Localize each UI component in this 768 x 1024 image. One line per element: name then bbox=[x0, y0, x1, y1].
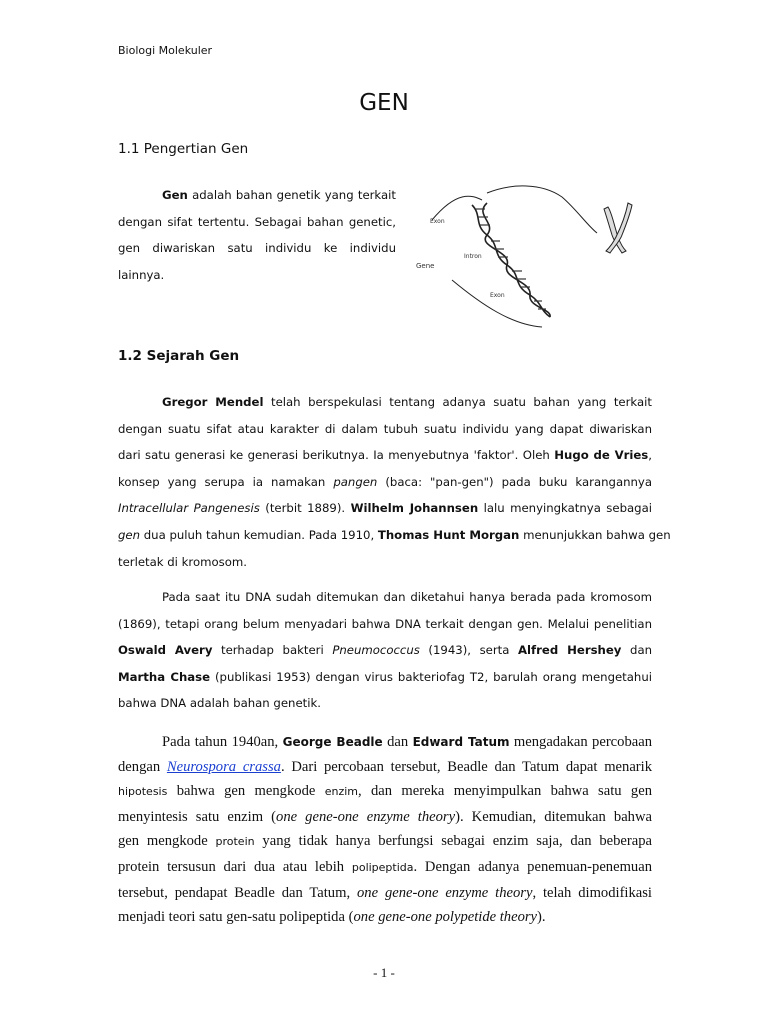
paragraph-definition: Gen adalah bahan genetik yang terkait dengan sifat tertentu. Sebagai bahan genetic, gen diwariskan satu individu ke individu lainnya. bbox=[118, 188, 396, 282]
link-neurospora-crassa[interactable]: Neurospora crassa bbox=[166, 758, 281, 775]
paragraph-history-2: Pada saat itu DNA sudah ditemukan dan diketahui hanya berada pada kromosom (1869), tetapi orang belum menyadari bahwa DNA terkait dengan gen. Melalui penelitian Oswald Avery terhadap bakteri Pneumococcus (1943), serta Alfred Hershey dan Martha Chase (publikasi 1953) dengan virus bakteriofag T2, barulah orang mengetahui bahwa DNA adalah bahan genetik. bbox=[118, 590, 653, 711]
label-gene: Gene bbox=[416, 262, 435, 270]
page-number: - 1 - bbox=[373, 965, 395, 980]
gene-dna-illustration bbox=[412, 185, 652, 340]
page-title: GEN bbox=[359, 90, 409, 116]
paragraph-history-3: Pada tahun 1940an, George Beadle dan Edward Tatum mengadakan percobaan dengan Neurospora crassa. Dari percobaan tersebut, Beadle dan Tatum dapat menarik hipotesis bahwa gen mengkode enzim, dan mereka menyimpulkan bahwa satu gen menyintesis satu enzim (one gene-one enzyme theory). Kemudian, ditemukan bahwa gen mengkode protein yang tidak hanya berfungsi sebagai enzim saja, dan beberapa protein tersusun dari dua atau lebih polipeptida. Dengan adanya penemuan-penemuan tersebut, pendapat Beadle dan Tatum, one gene-one enzyme theory, telah dimodifikasi menjadi teori satu gen-satu polipeptida (one gene-one polypetide theory). bbox=[118, 734, 653, 926]
label-intron: Intron bbox=[464, 253, 482, 260]
section-heading-sejarah: 1.2 Sejarah Gen bbox=[118, 348, 240, 364]
running-header: Biologi Molekuler bbox=[118, 44, 213, 57]
section-heading-pengertian: 1.1 Pengertian Gen bbox=[118, 141, 249, 157]
term-gen: Gen bbox=[162, 188, 188, 202]
label-exon-bottom: Exon bbox=[490, 292, 505, 299]
paragraph-history-1: Gregor Mendel telah berspekulasi tentang adanya suatu bahan yang terkait dengan suatu sifat atau karakter di dalam tubuh suatu individu yang dapat diwariskan dari satu generasi ke generasi berikutnya. Ia menyebutnya 'faktor'. Oleh Hugo de Vries, konsep yang serupa ia namakan pangen (baca: "pan-gen") pada buku karangannya Intracellular Pangenesis (terbit 1889). Wilhelm Johannsen lalu menyingkatnya sebagai gen dua puluh tahun kemudian. Pada 1910, Thomas Hunt Morgan menunjukkan bahwa gen terletak di kromosom. bbox=[118, 395, 671, 569]
label-exon-top: Exon bbox=[430, 218, 445, 225]
